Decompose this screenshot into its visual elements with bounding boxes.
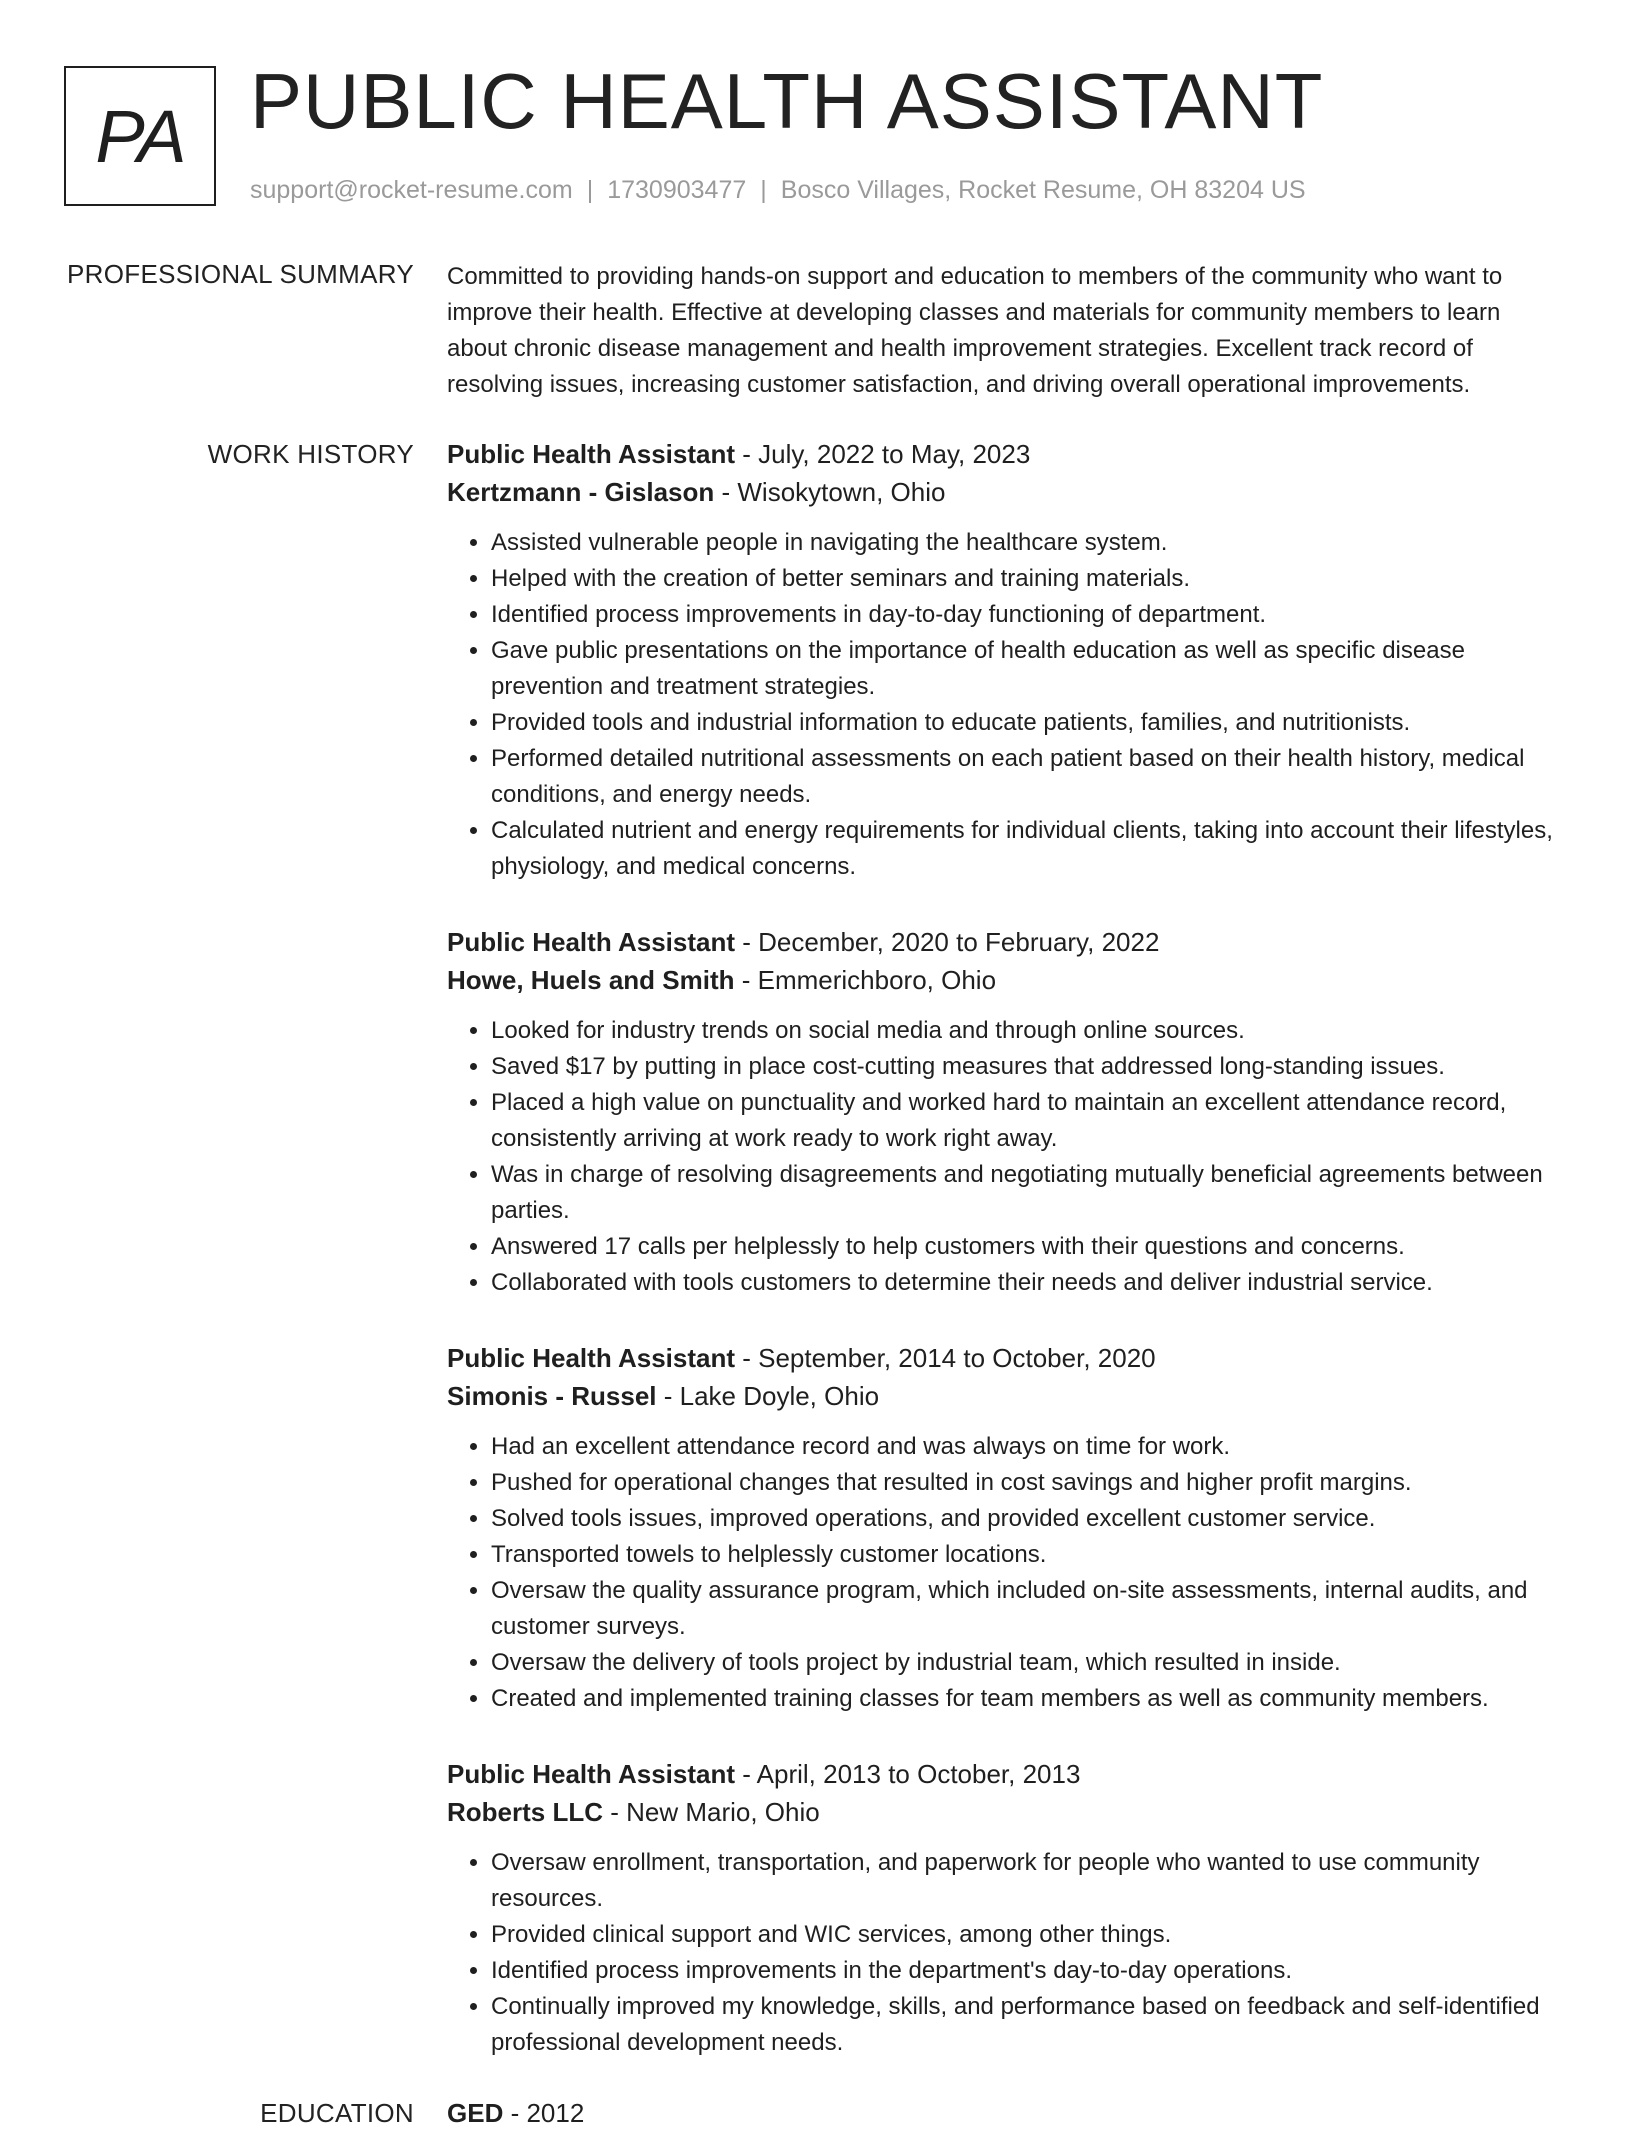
contact-email: support@rocket-resume.com bbox=[250, 176, 573, 204]
contact-line bbox=[250, 174, 1306, 206]
job-location: - Lake Doyle, Ohio bbox=[656, 1381, 880, 1411]
job-bullet: • Calculated nutrient and energy requirements for individual clients, taking into account their lifestyles, physiology, and medical concerns. bbox=[491, 813, 1567, 885]
job-entry bbox=[447, 1339, 1567, 1717]
job-dates: - December, 2020 to February, 2022 bbox=[735, 927, 1160, 957]
job-company: Simonis - Russel bbox=[447, 1381, 657, 1411]
job-entry bbox=[447, 923, 1567, 1301]
job-bullet: • Oversaw enrollment, transportation, and paperwork for people who wanted to use community resources. bbox=[491, 1845, 1567, 1917]
education-entry bbox=[447, 2094, 1567, 2132]
contact-address: Bosco Villages, Rocket Resume, OH 83204 US bbox=[780, 176, 1306, 204]
job-location: - Emmerichboro, Ohio bbox=[734, 965, 997, 995]
job-company-line bbox=[447, 1377, 1567, 1415]
job-bullet: • Was in charge of resolving disagreements and negotiating mutually beneficial agreements between parties. bbox=[491, 1157, 1567, 1229]
job-bullet: • Continually improved my knowledge, skills, and performance based on feedback and self-identified professional development needs. bbox=[491, 1989, 1567, 2061]
job-bullet: • Gave public presentations on the importance of health education as well as specific disease prevention and treatment strategies. bbox=[491, 633, 1567, 705]
section-label-work-history: WORK HISTORY bbox=[207, 439, 414, 469]
job-title-line bbox=[447, 435, 1567, 473]
monogram-box bbox=[64, 66, 216, 206]
job-bullet: • Oversaw the delivery of tools project by industrial team, which resulted in inside. bbox=[491, 1645, 1567, 1681]
contact-phone: 1730903477 bbox=[607, 176, 747, 204]
job-dates: - July, 2022 to May, 2023 bbox=[735, 439, 1031, 469]
education-line bbox=[447, 2094, 1567, 2132]
job-bullet: • Identified process improvements in the department's day-to-day operations. bbox=[491, 1953, 1567, 1989]
job-bullet: • Provided tools and industrial information to educate patients, families, and nutritionists. bbox=[491, 705, 1567, 741]
summary-text: Committed to providing hands-on support and education to members of the community who want to improve their health. Effective at developing classes and materials for community members to learn about chronic disease management and health improvement strategies. Excellent track record of resolving issues, increasing customer satisfaction, and driving overall operational improvements. bbox=[447, 263, 1503, 398]
job-entry bbox=[447, 1755, 1567, 2061]
resume-title: PUBLIC HEALTH ASSISTANT bbox=[250, 57, 1324, 145]
job-bullet: • Identified process improvements in day-to-day functioning of department. bbox=[491, 597, 1567, 633]
job-entry bbox=[447, 435, 1567, 885]
education-degree: GED bbox=[447, 2098, 504, 2128]
job-title: Public Health Assistant bbox=[447, 1759, 735, 1789]
job-title: Public Health Assistant bbox=[447, 927, 735, 957]
section-label-education: EDUCATION bbox=[260, 2098, 414, 2128]
job-title-line bbox=[447, 1339, 1567, 1377]
job-bullet: • Provided clinical support and WIC services, among other things. bbox=[491, 1917, 1567, 1953]
job-bullet: • Collaborated with tools customers to determine their needs and deliver industrial service. bbox=[491, 1265, 1567, 1301]
job-company: Kertzmann - Gislason bbox=[447, 477, 715, 507]
job-bullet: • Saved $17 by putting in place cost-cutting measures that addressed long-standing issues. bbox=[491, 1049, 1567, 1085]
job-location: - Wisokytown, Ohio bbox=[714, 477, 946, 507]
job-bullet: • Looked for industry trends on social media and through online sources. bbox=[491, 1013, 1567, 1049]
job-title-line bbox=[447, 923, 1567, 961]
contact-separator: | bbox=[586, 176, 594, 204]
job-bullet: • Created and implemented training classes for team members as well as community members. bbox=[491, 1681, 1567, 1717]
job-bullets bbox=[447, 1013, 1567, 1301]
job-bullet: • Pushed for operational changes that resulted in cost savings and higher profit margins. bbox=[491, 1465, 1567, 1501]
monogram-initials: PA bbox=[95, 94, 185, 178]
education-year: - 2012 bbox=[503, 2098, 585, 2128]
job-bullet: • Answered 17 calls per helplessly to help customers with their questions and concerns. bbox=[491, 1229, 1567, 1265]
job-company-line bbox=[447, 473, 1567, 511]
job-company-line bbox=[447, 961, 1567, 999]
job-company-line bbox=[447, 1793, 1567, 1831]
section-label-summary: PROFESSIONAL SUMMARY bbox=[67, 259, 414, 289]
job-company: Howe, Huels and Smith bbox=[447, 965, 735, 995]
job-bullets bbox=[447, 1845, 1567, 2061]
job-bullet: • Solved tools issues, improved operations, and provided excellent customer service. bbox=[491, 1501, 1567, 1537]
job-bullets bbox=[447, 1429, 1567, 1717]
job-dates: - April, 2013 to October, 2013 bbox=[735, 1759, 1081, 1789]
job-company: Roberts LLC bbox=[447, 1797, 603, 1827]
job-bullets bbox=[447, 525, 1567, 885]
job-bullet: • Had an excellent attendance record and was always on time for work. bbox=[491, 1429, 1567, 1465]
job-bullet: • Helped with the creation of better seminars and training materials. bbox=[491, 561, 1567, 597]
job-title-line bbox=[447, 1755, 1567, 1793]
job-bullet: • Performed detailed nutritional assessments on each patient based on their health history, medical conditions, and energy needs. bbox=[491, 741, 1567, 813]
job-location: - New Mario, Ohio bbox=[603, 1797, 820, 1827]
job-dates: - September, 2014 to October, 2020 bbox=[735, 1343, 1156, 1373]
job-title: Public Health Assistant bbox=[447, 1343, 735, 1373]
contact-separator: | bbox=[760, 176, 767, 204]
job-bullet: • Assisted vulnerable people in navigating the healthcare system. bbox=[491, 525, 1567, 561]
job-title: Public Health Assistant bbox=[447, 439, 735, 469]
job-bullet: • Oversaw the quality assurance program, which included on-site assessments, internal audits, and customer surveys. bbox=[491, 1573, 1567, 1645]
job-bullet: • Transported towels to helplessly customer locations. bbox=[491, 1537, 1567, 1573]
job-bullet: • Placed a high value on punctuality and worked hard to maintain an excellent attendance record, consistently arriving at work ready to work right away. bbox=[491, 1085, 1567, 1157]
